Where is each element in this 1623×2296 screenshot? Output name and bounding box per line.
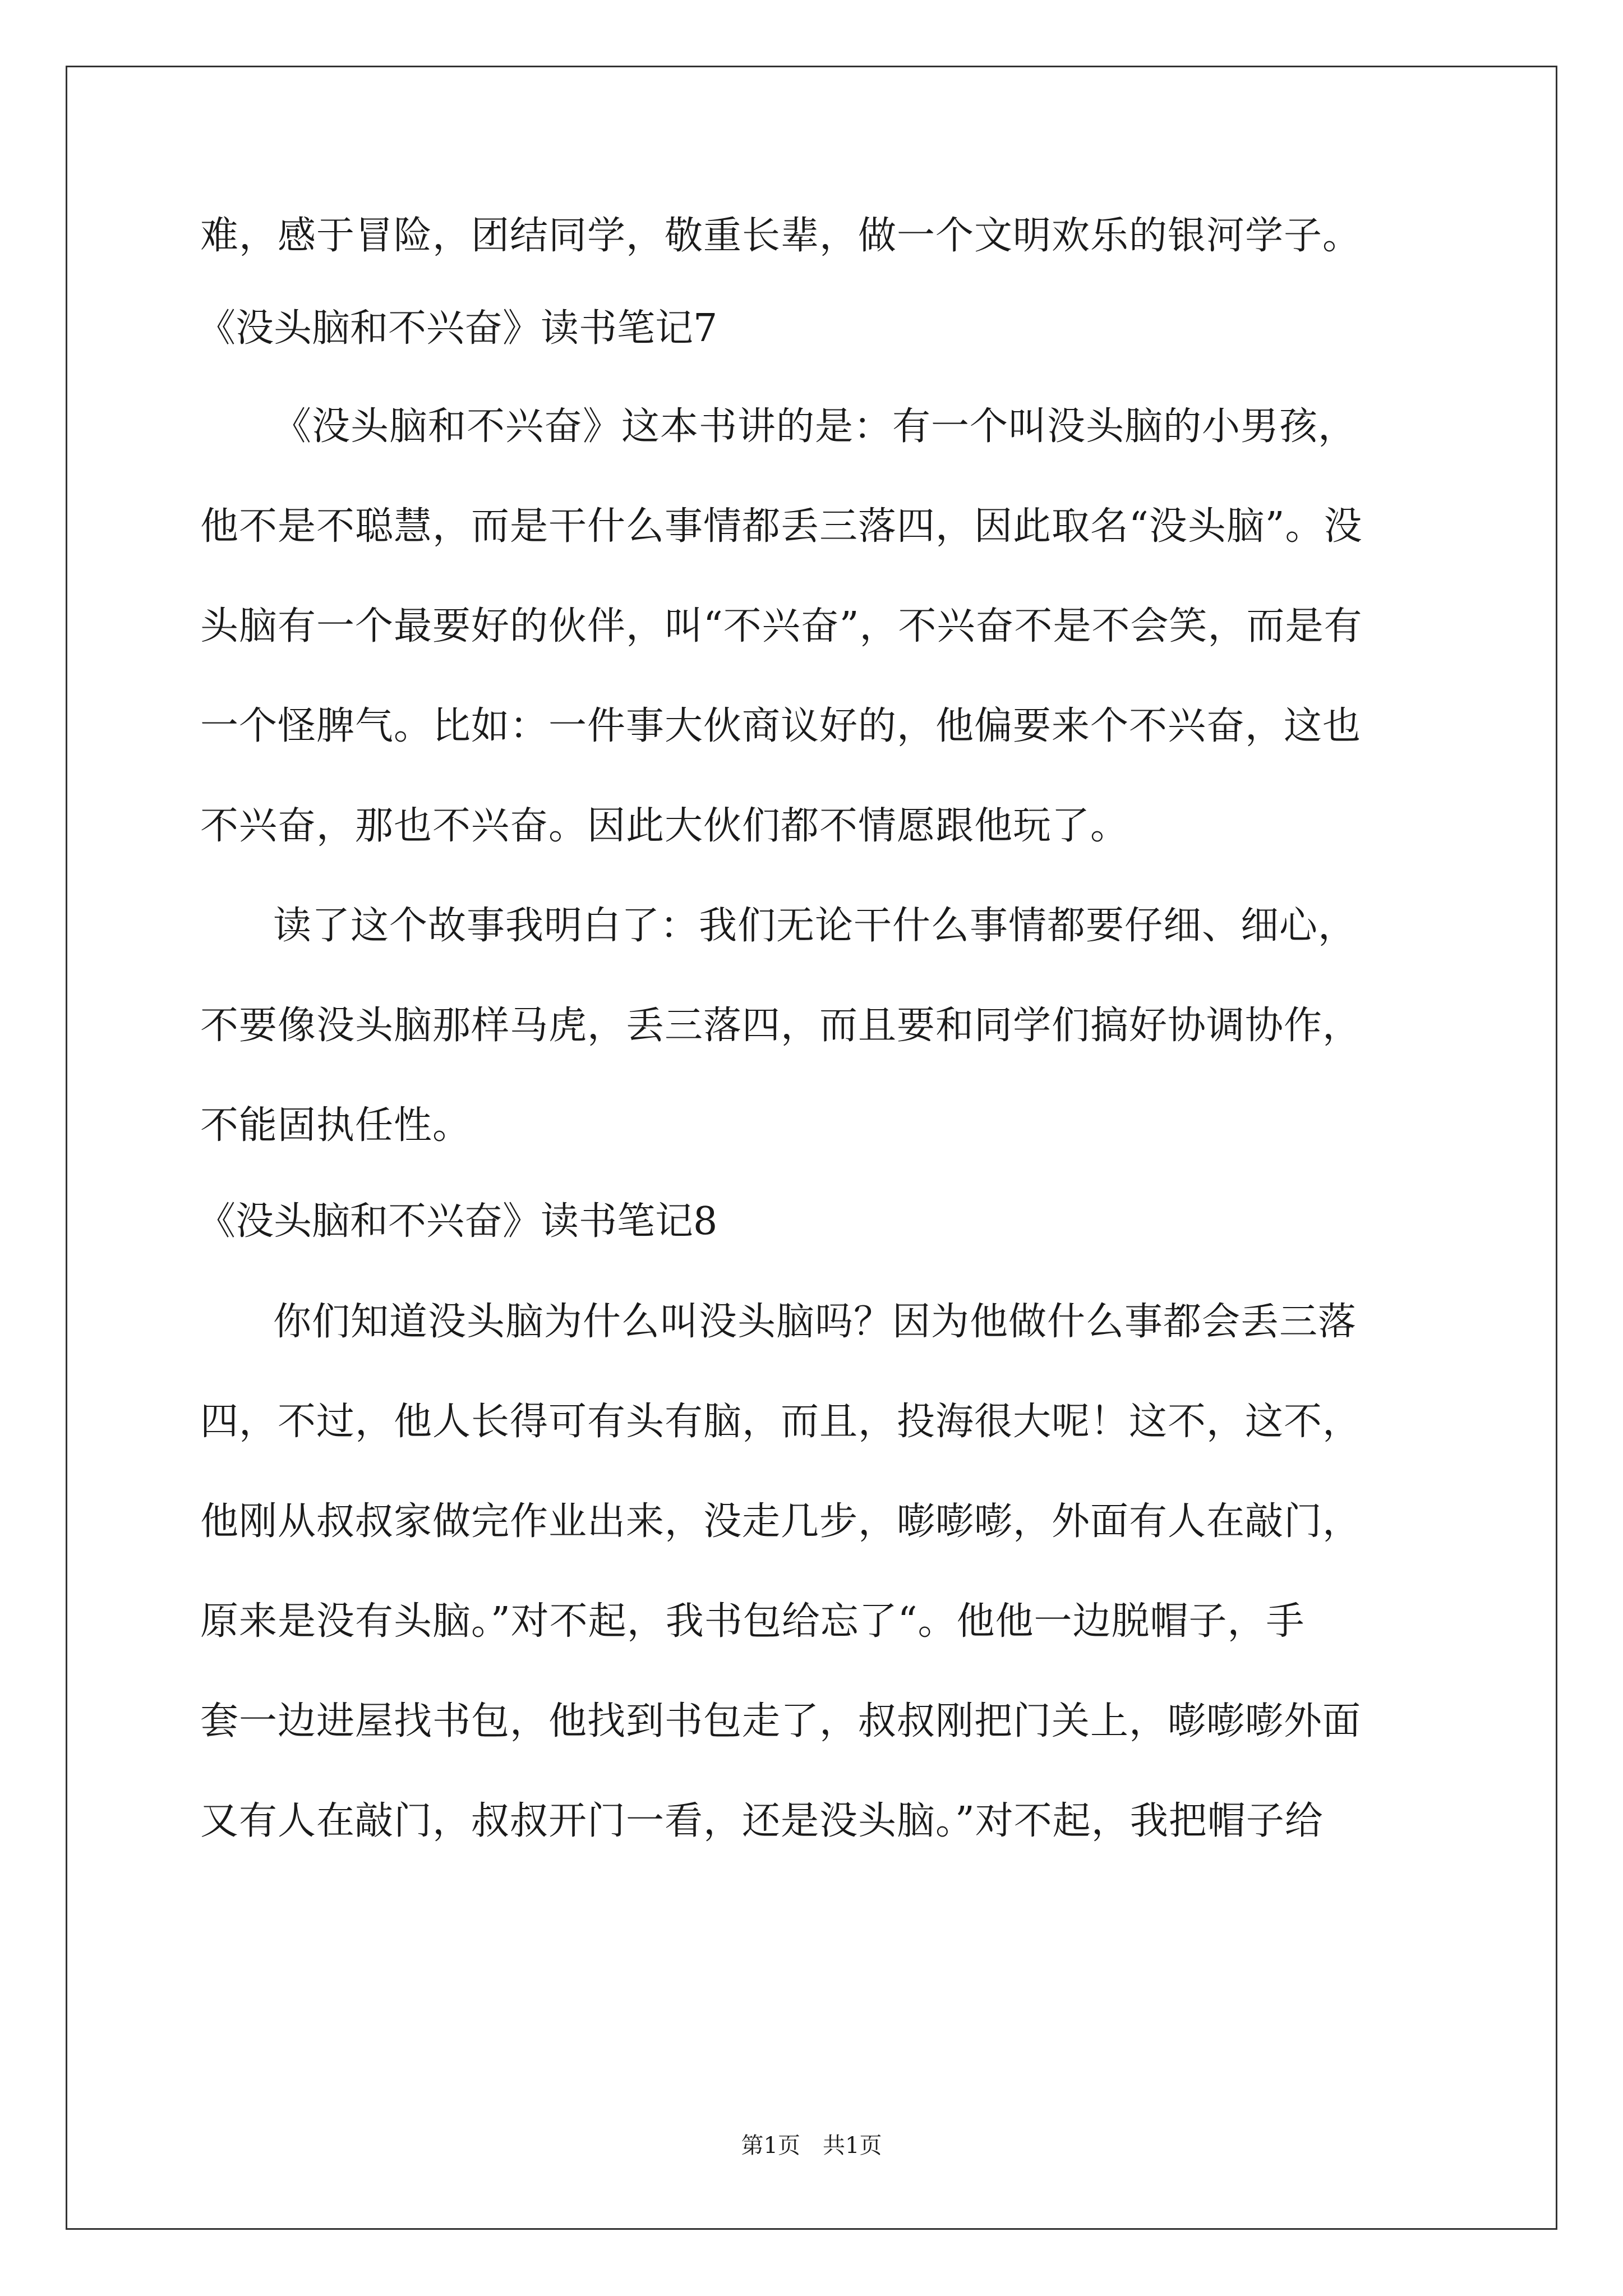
paragraph-line: 又有人在敲门，叔叔开门一看，还是没头脑。”对不起，我把帽子给 xyxy=(200,1799,1324,1843)
paragraph-line: 套一边进屋找书包，他找到书包走了，叔叔刚把门关上，嘭嘭嘭外面 xyxy=(200,1699,1362,1743)
paragraph-line: 你们知道没头脑为什么叫没头脑吗？因为他做什么事都会丢三落 xyxy=(273,1300,1357,1344)
section-heading-8: 《没头脑和不兴奋》读书笔记8 xyxy=(197,1199,718,1244)
paragraph-line: 不能固执任性。 xyxy=(200,1103,472,1148)
paragraph-line: 头脑有一个最要好的伙伴，叫“不兴奋”，不兴奋不是不会笑，而是有 xyxy=(200,604,1363,648)
paragraph-line: 他刚从叔叔家做完作业出来，没走几步，嘭嘭嘭，外面有人在敲门， xyxy=(200,1499,1362,1544)
paragraph-line: 四，不过，他人长得可有头有脑，而且，投海很大呢！这不，这不， xyxy=(200,1400,1362,1444)
paragraph-line: 原来是没有头脑。”对不起，我书包给忘了“。他他一边脱帽子，手 xyxy=(200,1599,1305,1644)
section-heading-7: 《没头脑和不兴奋》读书笔记7 xyxy=(197,306,718,351)
paragraph-line: 不要像没头脑那样马虎，丢三落四，而且要和同学们搞好协调协作， xyxy=(200,1004,1362,1048)
paragraph-line: 不兴奋，那也不兴奋。因此大伙们都不情愿跟他玩了。 xyxy=(200,804,1129,848)
paragraph-line: 读了这个故事我明白了：我们无论干什么事情都要仔细、细心， xyxy=(273,904,1357,948)
paragraph-line: 他不是不聪慧，而是干什么事情都丢三落四，因此取名“没头脑”。没 xyxy=(200,504,1363,549)
page-number-footer: 第1页 共1页 xyxy=(741,2133,882,2159)
text-line: 难，感于冒险，团结同学，敬重长辈，做一个文明欢乐的银河学子。 xyxy=(200,214,1362,258)
paragraph-line: 《没头脑和不兴奋》这本书讲的是：有一个叫没头脑的小男孩， xyxy=(273,404,1357,449)
paragraph-line: 一个怪脾气。比如：一件事大伙商议好的，他偏要来个不兴奋，这也 xyxy=(200,704,1362,748)
